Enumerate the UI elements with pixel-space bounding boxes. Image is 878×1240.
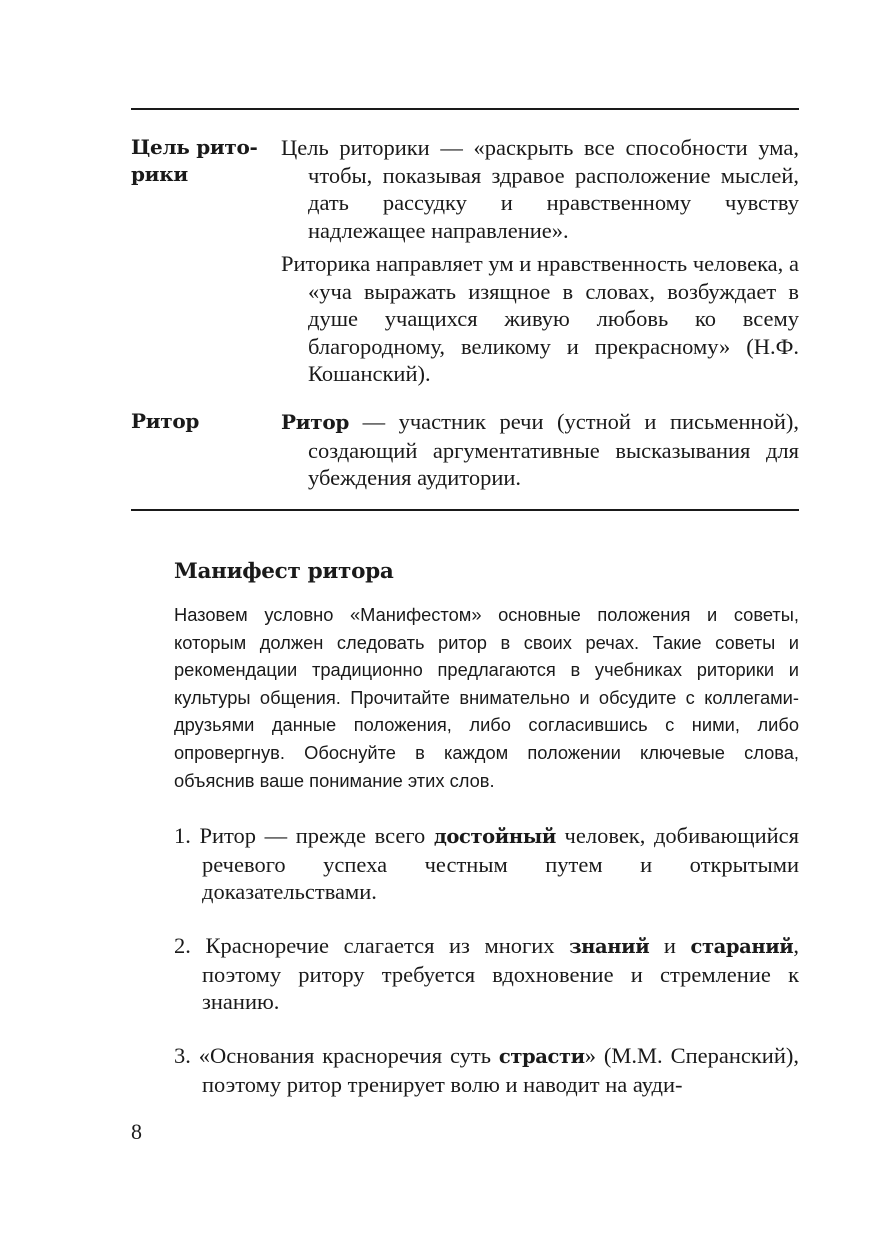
section-intro: Назовем условно «Манифестом» основные положения и советы, которым должен следовать ритор в своих речах. Такие советы и рекомендации традиционно предлагаются в учебниках риторики и культуры общения. Прочитайте внимательно и обсудите с коллегами-друзьями данные положения, либо согласившись с ними, либо опровергнув. Обоснуйте в каждом положении ключевые слова, объяснив ваше понимание этих слов.: [174, 604, 799, 791]
item-keyword: страсти: [498, 1045, 585, 1068]
definition-rhetoric-goal: [281, 134, 799, 388]
definition-bold-lead: Ритор: [281, 410, 350, 434]
definition-paragraph: [281, 408, 799, 492]
definition-rhetor: [281, 408, 799, 492]
list-item: [174, 932, 799, 1016]
item-keyword: знаний: [569, 935, 650, 958]
definition-text: — участник речи (устной и письменной), создающий аргументативные высказывания для убеждения аудитории.: [308, 409, 799, 490]
term-rhetor: Ритор: [131, 409, 200, 433]
top-rule: [131, 108, 799, 110]
item-number: 1.: [174, 823, 191, 848]
page-number: 8: [131, 1119, 142, 1144]
item-keyword: достойный: [433, 825, 556, 848]
definition-paragraph: Цель риторики — «раскрыть все способности ума, чтобы, показывая здравое расположение мыслей, дать рассудку и нравственному чувству надлежащее направление».: [281, 135, 799, 243]
item-keyword: стараний: [690, 935, 794, 958]
item-text: и: [649, 933, 691, 958]
item-number: 2.: [174, 933, 191, 958]
list-item: [174, 822, 799, 906]
term-line-1: Цель рито-: [131, 135, 258, 159]
section-title: Манифест ритора: [174, 559, 394, 584]
item-number: 3.: [174, 1043, 191, 1068]
item-text: , поэтому ритору требуется вдохновение и стремление к знанию.: [202, 933, 799, 1014]
item-text: Ритор — прежде всего: [199, 823, 434, 848]
item-text: Красноречие слагается из многих: [205, 933, 570, 958]
term-line-2: рики: [131, 162, 188, 186]
list-item: [174, 1042, 799, 1098]
term-rhetoric-goal: [131, 134, 261, 188]
item-text: человек, добивающийся речевого успеха честным путем и открытыми доказательствами.: [202, 823, 799, 904]
definition-paragraph: Риторика направляет ум и нравственность человека, а «уча выражать изящное в словах, возбуждает в душе учащихся живую любовь ко всему благородному, великому и прекрасному» (Н.Ф. Кошанский).: [281, 251, 799, 386]
bottom-rule: [131, 509, 799, 511]
item-text: » (М.М. Сперанский), поэтому ритор тренирует волю и наводит на ауди-: [202, 1043, 799, 1097]
item-text: «Основания красноречия суть: [198, 1043, 499, 1068]
